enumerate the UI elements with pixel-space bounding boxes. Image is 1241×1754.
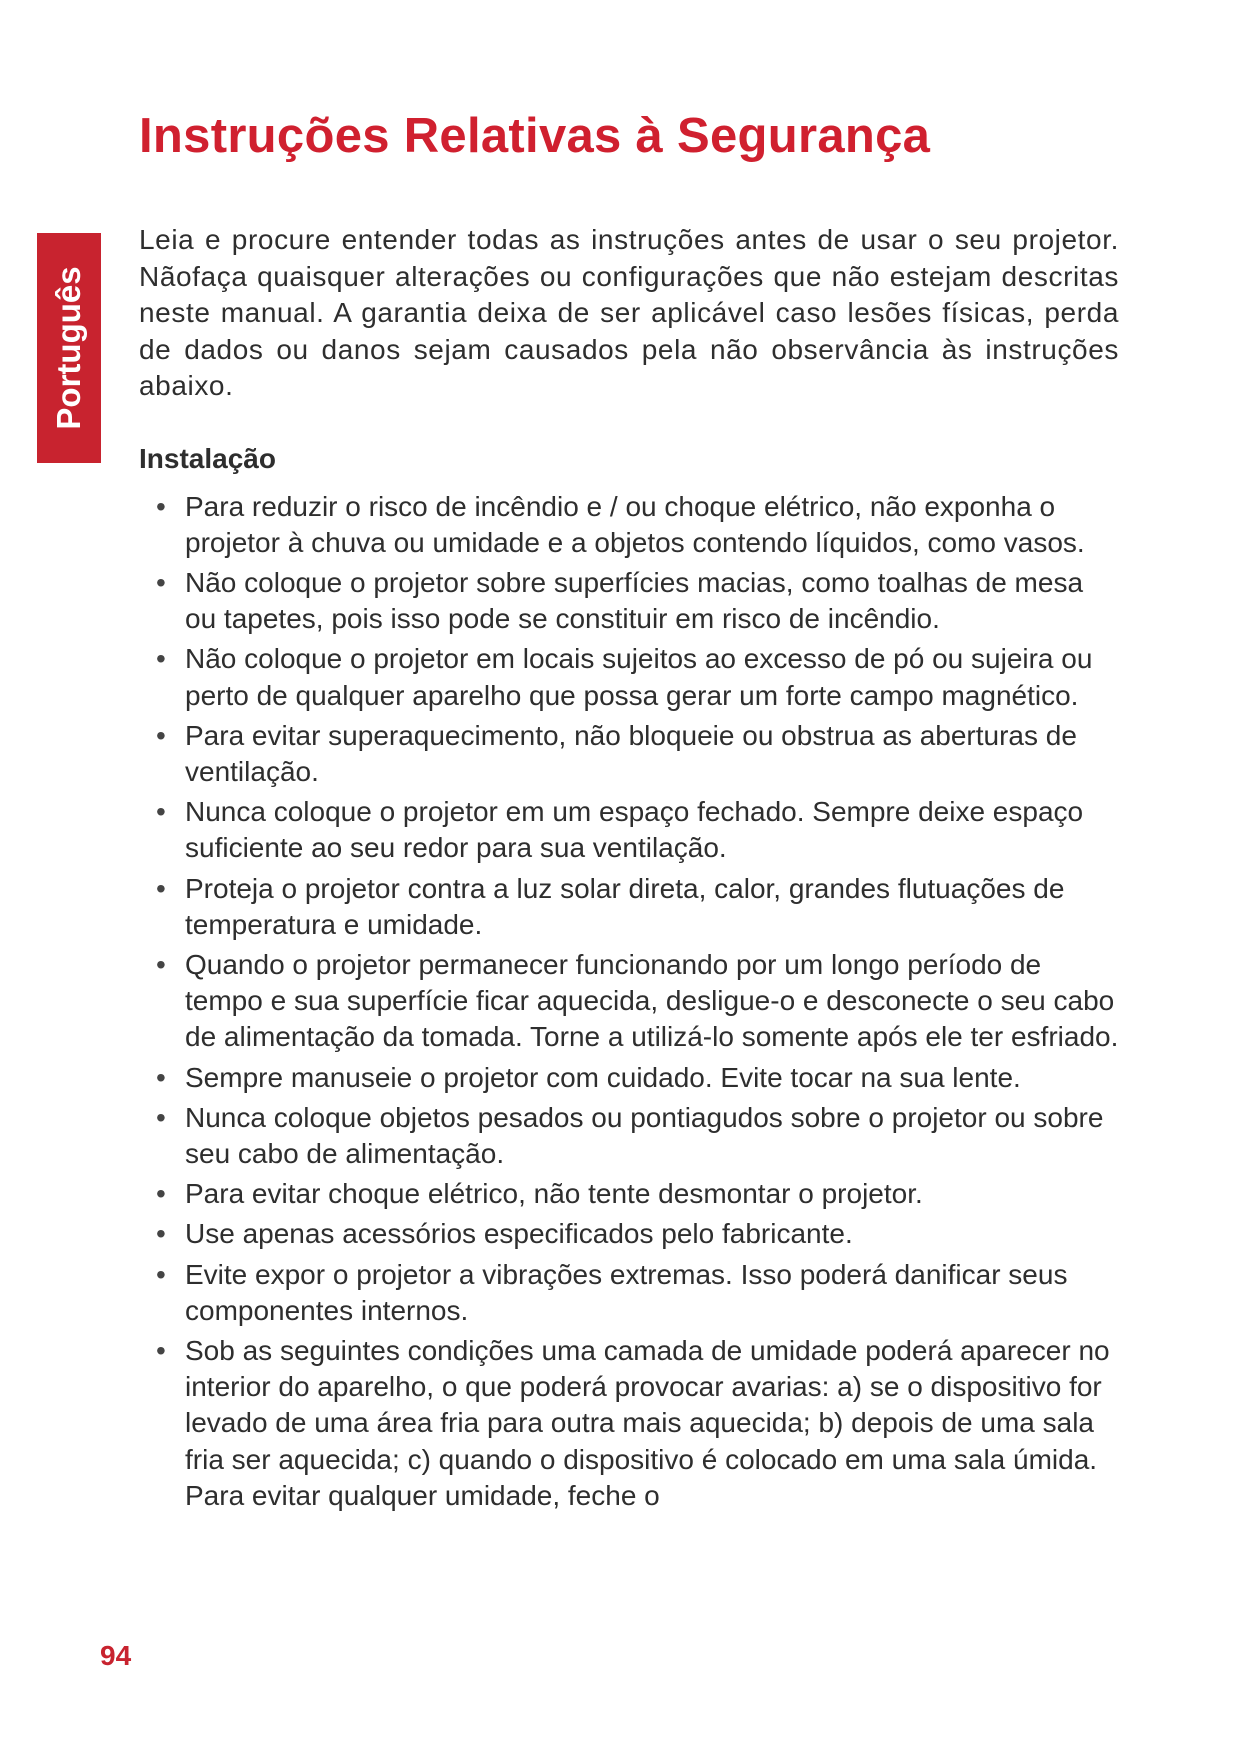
bullet-icon: •: [156, 1218, 166, 1250]
list-item-text: Para evitar superaquecimento, não bloqueie ou obstrua as aberturas de ventilação.: [185, 719, 1077, 787]
list-item: [139, 1216, 1119, 1252]
list-item-text: Evite expor o projetor a vibrações extremas. Isso poderá danificar seus componentes internos.: [185, 1258, 1068, 1326]
list-item: [139, 1257, 1119, 1329]
page-number: 94: [100, 1640, 132, 1671]
bullet-icon: •: [156, 796, 166, 828]
bullet-icon: •: [156, 719, 166, 751]
intro-paragraph: Leia e procure entender todas as instruções antes de usar o seu projetor. Nãofaça quaisquer alterações ou configurações que não estejam descritas neste manual. A garantia deixa de ser aplicável caso lesões físicas, perda de dados ou danos sejam causados pela não observância às instruções abaixo.: [139, 224, 1119, 401]
bullet-icon: •: [156, 643, 166, 675]
list-item-text: Use apenas acessórios especificados pelo fabricante.: [185, 1218, 853, 1250]
section-heading-installation: Instalação: [139, 442, 276, 474]
list-item: [139, 871, 1119, 943]
list-item-text: Para evitar choque elétrico, não tente desmontar o projetor.: [185, 1178, 923, 1210]
bullet-icon: •: [156, 490, 166, 522]
list-item: [139, 1060, 1119, 1096]
list-item: [139, 718, 1119, 790]
bullet-icon: •: [156, 872, 166, 904]
list-item-text: Sempre manuseie o projetor com cuidado. Evite tocar na sua lente.: [185, 1061, 1021, 1093]
bullet-icon: •: [156, 1334, 166, 1366]
list-item: [139, 1333, 1119, 1514]
list-item-text: Para reduzir o risco de incêndio e / ou choque elétrico, não exponha o projetor à chuva ou umidade e a objetos contendo líquidos, como vasos.: [185, 490, 1085, 558]
list-item-text: Não coloque o projetor em locais sujeitos ao excesso de pó ou sujeira ou perto de qualquer aparelho que possa gerar um forte campo magnético.: [185, 643, 1093, 711]
language-tab-label: Português: [50, 266, 87, 430]
list-item-text: Quando o projetor permanecer funcionando por um longo período de tempo e sua superfície ficar aquecida, desligue-o e desconecte o seu cabo de alimentação da tomada. Torne a utilizá-lo somente após ele ter esfriado.: [185, 948, 1119, 1053]
list-item-text: Sob as seguintes condições uma camada de umidade poderá aparecer no interior do aparelho, o que poderá provocar avarias: a) se o dispositivo for levado de uma área fria para outra mais aquecida; b) depois de uma sala fria ser aquecida; c) quando o dispositivo é colocado em uma sala úmida. Para evitar qualquer umidade, feche o: [185, 1334, 1110, 1511]
list-item: [139, 1100, 1119, 1172]
page-title: Instruções Relativas à Segurança: [139, 109, 931, 163]
list-item-text: Proteja o projetor contra a luz solar direta, calor, grandes flutuações de temperatura e umidade.: [185, 872, 1065, 940]
bullet-icon: •: [156, 1178, 166, 1210]
list-item: [139, 947, 1119, 1056]
bullet-icon: •: [156, 1061, 166, 1093]
list-item-text: Nunca coloque o projetor em um espaço fechado. Sempre deixe espaço suficiente ao seu redor para sua ventilação.: [185, 796, 1084, 864]
list-item: [139, 565, 1119, 637]
list-item: [139, 1176, 1119, 1212]
bullet-icon: •: [156, 566, 166, 598]
bullet-icon: •: [156, 948, 166, 980]
bullet-icon: •: [156, 1101, 166, 1133]
language-side-tab: [37, 233, 101, 463]
list-item: [139, 641, 1119, 713]
installation-bullet-list: [139, 489, 1119, 1514]
main-content: [139, 222, 1119, 1518]
list-item-text: Não coloque o projetor sobre superfícies macias, como toalhas de mesa ou tapetes, pois isso pode se constituir em risco de incêndio.: [185, 566, 1084, 635]
list-item-text: Nunca coloque objetos pesados ou pontiagudos sobre o projetor ou sobre seu cabo de alimentação.: [185, 1101, 1104, 1169]
list-item: [139, 794, 1119, 866]
list-item: [139, 489, 1119, 561]
bullet-icon: •: [156, 1258, 166, 1290]
